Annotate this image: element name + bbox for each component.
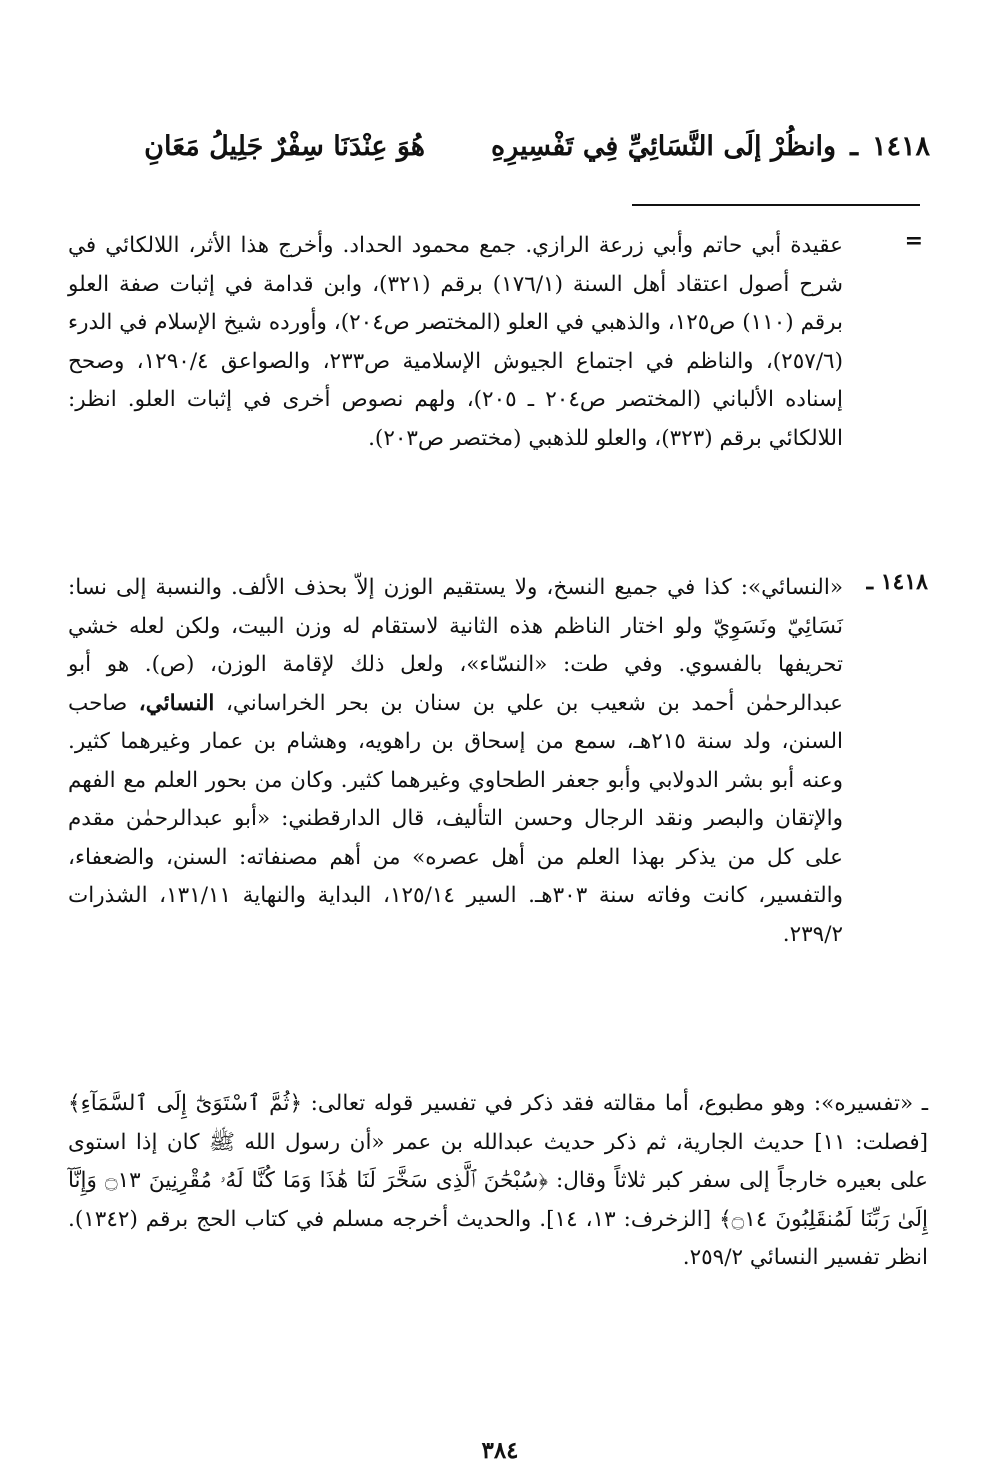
footnote-continuation: عقيدة أبي حاتم وأبي زرعة الرازي. جمع محمود الحداد. وأخرج هذا الأثر، اللالكائي في شرح أصول اعتقاد أهل السنة (١٧٦/١) برقم (٣٢١)، وابن قدامة في إثبات صفة العلو برقم (١١٠) ص١٢٥، والذهبي في العلو (المختصر ص٢٠٤)، وأورده شيخ الإسلام في الدرء (٢٥٧/٦)، والناظم في اجتماع الجيوش الإسلامية ص٢٣٣، والصواعق ١٢٩٠/٤، وصحح إسناده الألباني (المختصر ص٢٠٤ ـ ٢٠٥)، ولهم نصوص أخرى في إثبات العلو. انظر: اللالكائي برقم (٣٢٣)، والعلو للذهبي (مختصر ص٢٠٣).: [68, 233, 844, 451]
poem-verse: [70, 122, 930, 170]
footnote-1418-text-part2: صاحب السنن، ولد سنة ٢١٥هـ، سمع من إسحاق بن راهويه، وهشام بن عمار وغيرهما كثير. وعنه أبو بشر الدولابي وأبو جعفر الطحاوي وغيرهما كثير. وكان من بحور العلم مع الفهم والإتقان والبصر ونقد الرجال وحسن التأليف، قال الدارقطني: «أبو عبدالرحمٰن مقدم على كل من يذكر بهذا العلم من أهل عصره» من أهم مصنفاته: السنن، والضعفاء، والتفسير، كانت وفاته سنة ٣٠٣هـ. السير ١٢٥/١٤، البداية والنهاية ١٣١/١١، الشذرات ٢٣٩/٢.: [68, 690, 843, 947]
footnote-tafsir: ـ «تفسيره»: وهو مطبوع، أما مقالته فقد ذكر في تفسير قوله تعالى: ﴿ثُمَّ ٱسْتَوَىٰٓ إِلَى ٱلسَّمَآءِ﴾ [فصلت: ١١] حديث الجارية، ثم ذكر حديث عبدالله بن عمر «أن رسول الله ﷺ كان إذا استوى على بعيره خارجاً إلى سفر كبر ثلاثاً وقال: ﴿سُبْحَٰنَ ٱلَّذِى سَخَّرَ لَنَا هَٰذَا وَمَا كُنَّا لَهُۥ مُقْرِنِينَ ۝١٣ وَإِنَّآ إِلَىٰ رَبِّنَا لَمُنقَلِبُونَ ۝١٤﴾ [الزخرف: ١٣، ١٤]. والحديث أخرجه مسلم في كتاب الحج برقم (١٣٤٢). انظر تفسير النسائي ٢٥٩/٢.: [68, 1091, 928, 1270]
page-number: ٣٨٤: [481, 1437, 519, 1464]
verse-first-hemistich: وانظُرْ إلَى النَّسَائِيِّ فِي تَفْسِيرِهِ: [491, 130, 837, 162]
footnote-1418: [68, 569, 843, 954]
verse-second-hemistich: هُوَ عِنْدَنَا سِفْرٌ جَلِيلُ مَعَانِ: [144, 130, 426, 162]
verse-separator: ـ: [850, 130, 858, 162]
footnote-1418-text-part1: «النسائي»: كذا في جميع النسخ، ولا يستقيم الوزن إلاّ بحذف الألف. والنسبة إلى نسا: نَسَائِيّ ونَسَوِيّ ولو اختار الناظم هذه الثانية لاستقام له وزن البيت، ولكن لعله خشي تحريفها بالفسوي. وفي طت: «النسّاء»، ولعل ذلك لإقامة الوزن، (ص). هو أبو عبدالرحمٰن أحمد بن شعيب بن علي بن سنان بن بحر الخراساني،: [68, 575, 843, 716]
footnote-1418-name-bold: النسائي،: [138, 690, 215, 716]
continuation-marker: =: [904, 228, 923, 254]
footnote-separator-rule: [632, 204, 920, 206]
footnote-1418-marker: ١٤١٨ ـ: [866, 569, 928, 595]
verse-number: ١٤١٨: [871, 130, 930, 162]
